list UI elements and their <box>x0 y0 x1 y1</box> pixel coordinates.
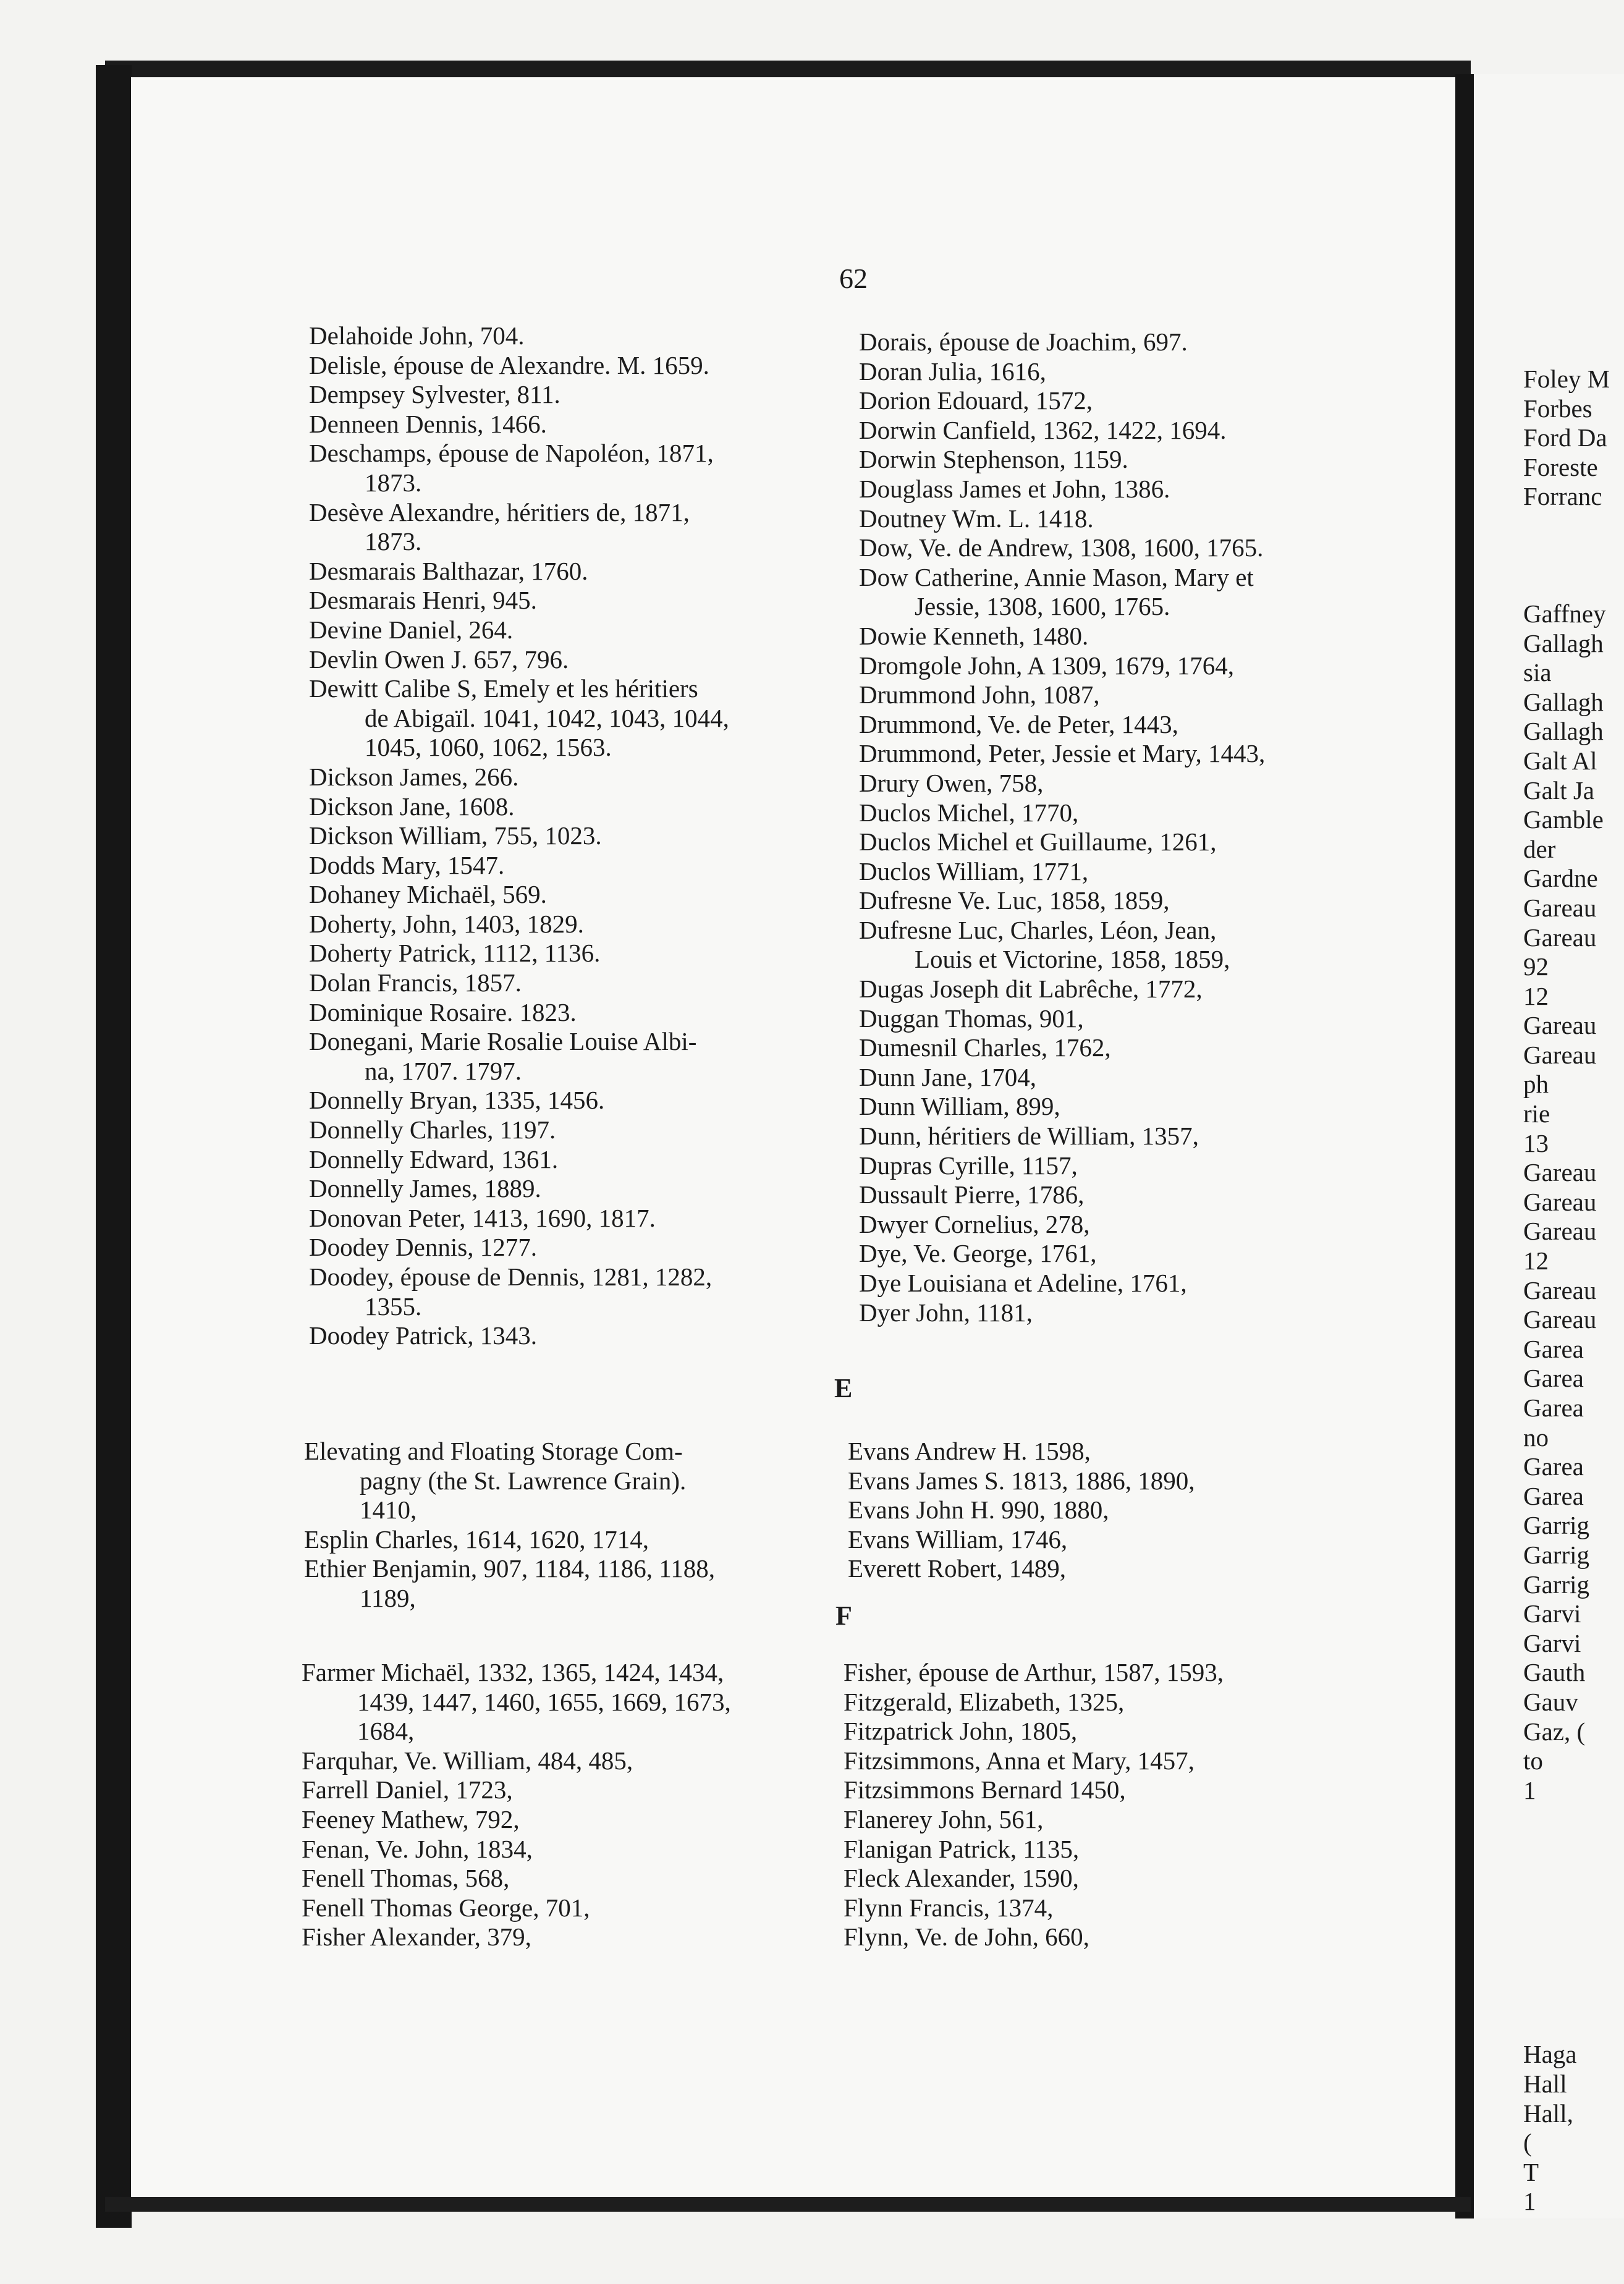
index-entry <box>844 1717 1224 1746</box>
index-entry <box>309 880 729 910</box>
entry-line: Duclos Michel et Guillaume, 1261, <box>859 827 1217 856</box>
entry-line: Esplin Charles, 1614, 1620, 1714, <box>304 1525 649 1554</box>
scan-border-top <box>105 61 1471 79</box>
index-entry <box>302 1746 731 1776</box>
entry-line: Drummond, Peter, Jessie et Mary, 1443, <box>859 739 1266 768</box>
entry-line: Dewitt Calibe S, Emely et les héritiers <box>309 674 698 703</box>
index-entry <box>309 821 729 851</box>
index-entry <box>859 1180 1265 1210</box>
adjacent-page-line: Garea <box>1523 1452 1584 1481</box>
index-entry <box>309 968 729 998</box>
index-entry <box>859 563 1265 622</box>
index-entry <box>859 651 1265 681</box>
index-entry <box>859 1151 1265 1181</box>
index-entry <box>859 475 1265 504</box>
index-entry <box>859 1239 1265 1269</box>
adjacent-page-line: Gareau <box>1523 1187 1597 1216</box>
entry-line: Doherty, John, 1403, 1829. <box>309 909 584 938</box>
index-entry <box>859 1298 1265 1328</box>
entry-line: Evans John H. 990, 1880, <box>848 1495 1109 1525</box>
entry-line: Ethier Benjamin, 907, 1184, 1186, 1188, <box>304 1554 716 1583</box>
adjacent-page-line: Gareau <box>1523 1040 1597 1069</box>
index-entry <box>859 622 1265 651</box>
entry-line: Doherty Patrick, 1112, 1136. <box>309 939 601 968</box>
index-entry <box>309 380 729 410</box>
adjacent-page-line: Haga <box>1523 2040 1577 2069</box>
entry-line: Dickson James, 266. <box>309 762 519 791</box>
entry-line: Dodds Mary, 1547. <box>309 850 505 879</box>
index-entry <box>844 1893 1224 1923</box>
index-entry <box>309 1204 729 1233</box>
entry-line: Doodey, épouse de Dennis, 1281, 1282, <box>309 1263 713 1291</box>
index-entry <box>309 1321 729 1351</box>
section-letter-e: E <box>834 1373 853 1403</box>
index-entry <box>859 916 1265 975</box>
entry-line: Fenell Thomas George, 701, <box>302 1893 590 1922</box>
index-entry <box>309 674 729 763</box>
entry-line: Devine Daniel, 264. <box>309 615 514 644</box>
entry-line: Delisle, épouse de Alexandre. M. 1659. <box>309 350 709 379</box>
adjacent-page-line: T <box>1523 2157 1539 2186</box>
index-entry <box>859 1063 1265 1093</box>
index-entry <box>309 939 729 968</box>
entry-line: Donegani, Marie Rosalie Louise Albi- <box>309 1027 697 1056</box>
entry-continuation-line: Louis et Victorine, 1858, 1859, <box>915 945 1230 974</box>
index-entry <box>859 1210 1265 1240</box>
index-entry <box>859 1033 1265 1063</box>
entry-line: Douglass James et John, 1386. <box>859 474 1170 503</box>
entry-line: Dominique Rosaire. 1823. <box>309 997 577 1026</box>
entry-continuation-line: 1439, 1447, 1460, 1655, 1669, 1673, <box>357 1687 731 1716</box>
entry-line: Dunn, héritiers de William, 1357, <box>859 1122 1199 1151</box>
entry-line: Dufresne Luc, Charles, Léon, Jean, <box>859 915 1217 944</box>
index-entry <box>302 1893 731 1923</box>
entry-line: Dolan Francis, 1857. <box>309 968 522 997</box>
entry-line: Dow Catherine, Annie Mason, Mary et <box>859 562 1254 591</box>
index-entry <box>859 416 1265 446</box>
index-entry <box>859 769 1265 798</box>
entry-line: Dunn Jane, 1704, <box>859 1062 1036 1091</box>
adjacent-page-line: Gareau <box>1523 1305 1597 1334</box>
index-column-e-left <box>304 1437 715 1614</box>
entry-continuation-line: 1045, 1060, 1062, 1563. <box>365 733 612 762</box>
index-entry <box>309 851 729 881</box>
index-entry <box>309 1233 729 1263</box>
index-entry <box>848 1466 1195 1496</box>
adjacent-page-line: 13 <box>1523 1128 1549 1157</box>
adjacent-page-fragment <box>1474 74 1624 2218</box>
adjacent-page-line: Forbes <box>1523 394 1592 423</box>
entry-line: Donovan Peter, 1413, 1690, 1817. <box>309 1203 656 1232</box>
index-entry <box>844 1805 1224 1835</box>
adjacent-page-line: Gareau <box>1523 893 1597 922</box>
entry-continuation-line: pagny (the St. Lawrence Grain). <box>360 1466 687 1495</box>
index-entry <box>859 975 1265 1004</box>
index-entry <box>859 445 1265 475</box>
entry-line: Evans James S. 1813, 1886, 1890, <box>848 1466 1195 1495</box>
entry-continuation-line: 1684, <box>357 1717 415 1746</box>
adjacent-page-line: Garvi <box>1523 1599 1581 1628</box>
index-entry <box>844 1688 1224 1717</box>
entry-line: Everett Robert, 1489, <box>848 1554 1066 1583</box>
index-entry <box>844 1746 1224 1776</box>
page-number: 62 <box>839 263 868 294</box>
entry-line: Dufresne Ve. Luc, 1858, 1859, <box>859 886 1170 915</box>
index-entry <box>848 1554 1195 1584</box>
index-entry <box>309 1115 729 1145</box>
entry-line: Fitzsimmons, Anna et Mary, 1457, <box>844 1746 1195 1775</box>
entry-line: Dorion Edouard, 1572, <box>859 386 1093 415</box>
entry-line: Dorwin Canfield, 1362, 1422, 1694. <box>859 415 1227 444</box>
index-entry <box>859 533 1265 563</box>
entry-line: Duclos Michel, 1770, <box>859 798 1079 827</box>
index-entry <box>309 439 729 497</box>
index-entry <box>302 1864 731 1893</box>
index-entry <box>859 504 1265 534</box>
adjacent-page-line: Garea <box>1523 1334 1584 1363</box>
entry-line: Donnelly Charles, 1197. <box>309 1115 556 1144</box>
adjacent-page-line: Garrig <box>1523 1540 1590 1569</box>
index-entry <box>859 1004 1265 1034</box>
index-column-f-right <box>844 1658 1224 1952</box>
entry-line: Doodey Patrick, 1343. <box>309 1321 537 1350</box>
index-entry <box>304 1525 715 1555</box>
scan-binding-left <box>96 65 132 2228</box>
entry-line: Farquhar, Ve. William, 484, 485, <box>302 1746 633 1775</box>
index-entry <box>309 321 729 351</box>
entry-line: Desmarais Balthazar, 1760. <box>309 556 588 585</box>
entry-line: Dempsey Sylvester, 811. <box>309 380 560 409</box>
entry-line: Elevating and Floating Storage Com- <box>304 1437 683 1465</box>
adjacent-page-line: Gareau <box>1523 1011 1597 1040</box>
entry-continuation-line: Jessie, 1308, 1600, 1765. <box>915 592 1170 621</box>
index-entry <box>304 1554 715 1613</box>
adjacent-page-line: der <box>1523 834 1556 863</box>
index-entry <box>302 1805 731 1835</box>
adjacent-page-line: to <box>1523 1746 1543 1775</box>
adjacent-page-line: ( <box>1523 2128 1532 2157</box>
adjacent-page-line: Galt Ja <box>1523 776 1594 805</box>
adjacent-page-line: 12 <box>1523 1246 1549 1275</box>
index-entry <box>859 328 1265 357</box>
adjacent-page-line: Garrig <box>1523 1511 1590 1540</box>
index-entry <box>309 1174 729 1204</box>
scan-border-bottom <box>105 2197 1471 2212</box>
entry-line: Drury Owen, 758, <box>859 768 1044 797</box>
index-entry <box>309 1086 729 1115</box>
adjacent-page-line: Garea <box>1523 1394 1584 1422</box>
entry-line: Desmarais Henri, 945. <box>309 586 537 615</box>
adjacent-page-line: Foreste <box>1523 452 1598 481</box>
index-entry <box>859 1092 1265 1122</box>
index-entry <box>844 1864 1224 1893</box>
index-entry <box>859 1269 1265 1298</box>
adjacent-page-line: Galt Al <box>1523 746 1597 775</box>
index-entry <box>309 763 729 792</box>
adjacent-page-line: Gallagh <box>1523 717 1604 746</box>
entry-line: Fitzpatrick John, 1805, <box>844 1717 1078 1746</box>
entry-line: Dye, Ve. George, 1761, <box>859 1239 1097 1268</box>
entry-line: Drummond, Ve. de Peter, 1443, <box>859 709 1178 738</box>
entry-line: Donnelly James, 1889. <box>309 1174 541 1203</box>
adjacent-page-line: Foley M <box>1523 365 1610 393</box>
index-entry <box>309 586 729 615</box>
entry-line: Doodey Dennis, 1277. <box>309 1233 537 1262</box>
index-entry <box>309 1263 729 1321</box>
adjacent-page-line: Hall, <box>1523 2099 1573 2128</box>
entry-line: Fisher Alexander, 379, <box>302 1922 531 1952</box>
entry-line: Flanigan Patrick, 1135, <box>844 1834 1080 1863</box>
entry-line: Doran Julia, 1616, <box>859 357 1046 386</box>
adjacent-page-line: Hall <box>1523 2069 1567 2098</box>
adjacent-page-line: Gareau <box>1523 1217 1597 1246</box>
index-entry <box>859 1122 1265 1151</box>
adjacent-page-line: Forranc <box>1523 482 1602 511</box>
entry-line: Dow, Ve. de Andrew, 1308, 1600, 1765. <box>859 533 1264 562</box>
adjacent-page-line: 92 <box>1523 952 1549 981</box>
adjacent-page-line: Gallagh <box>1523 628 1604 658</box>
index-entry <box>302 1835 731 1864</box>
index-entry <box>859 739 1265 769</box>
entry-line: Evans William, 1746, <box>848 1525 1068 1554</box>
entry-line: Dickson Jane, 1608. <box>309 792 515 821</box>
adjacent-page-line: Garvi <box>1523 1628 1581 1657</box>
entry-line: Drummond John, 1087, <box>859 680 1100 709</box>
index-entry <box>304 1437 715 1525</box>
entry-line: Doutney Wm. L. 1418. <box>859 504 1094 533</box>
adjacent-page-line: Garea <box>1523 1364 1584 1393</box>
adjacent-page-line: rie <box>1523 1099 1550 1128</box>
entry-line: Dohaney Michaël, 569. <box>309 880 547 909</box>
entry-continuation-line: 1873. <box>365 468 422 497</box>
adjacent-page-line: Gallagh <box>1523 687 1604 716</box>
entry-line: Flanerey John, 561, <box>844 1804 1044 1834</box>
index-entry <box>309 792 729 822</box>
index-entry <box>844 1835 1224 1864</box>
index-entry <box>302 1775 731 1805</box>
entry-line: Dugas Joseph dit Labrêche, 1772, <box>859 975 1203 1004</box>
entry-line: Fenell Thomas, 568, <box>302 1864 510 1893</box>
entry-line: Duclos William, 1771, <box>859 856 1089 886</box>
section-letter-f: F <box>835 1601 852 1631</box>
index-entry <box>859 357 1265 387</box>
adjacent-page-line: Gauv <box>1523 1687 1578 1716</box>
index-entry <box>848 1437 1195 1466</box>
entry-line: Dumesnil Charles, 1762, <box>859 1033 1111 1062</box>
index-entry <box>844 1658 1224 1688</box>
adjacent-page-line: no <box>1523 1423 1549 1452</box>
adjacent-page-line: Gaffney <box>1523 599 1606 628</box>
index-entry <box>309 615 729 645</box>
entry-line: Dwyer Cornelius, 278, <box>859 1209 1090 1238</box>
index-entry <box>859 827 1265 857</box>
adjacent-page-line: Gareau <box>1523 923 1597 952</box>
adjacent-page-line: Gareau <box>1523 1275 1597 1305</box>
index-entry <box>859 886 1265 916</box>
index-entry <box>309 498 729 557</box>
entry-line: Denneen Dennis, 1466. <box>309 409 547 438</box>
entry-line: Deschamps, épouse de Napoléon, 1871, <box>309 439 714 468</box>
entry-line: Dorwin Stephenson, 1159. <box>859 445 1128 474</box>
entry-line: Dickson William, 755, 1023. <box>309 821 602 850</box>
entry-line: Donnelly Bryan, 1335, 1456. <box>309 1086 605 1115</box>
entry-line: Donnelly Edward, 1361. <box>309 1144 559 1174</box>
entry-line: Fitzsimmons Bernard 1450, <box>844 1775 1126 1804</box>
adjacent-page-line: 1 <box>1523 1775 1536 1804</box>
entry-continuation-line: 1410, <box>360 1495 417 1525</box>
adjacent-page-line: Ford Da <box>1523 423 1607 452</box>
index-entry <box>309 1027 729 1086</box>
index-entry <box>309 645 729 675</box>
entry-line: Dowie Kenneth, 1480. <box>859 621 1089 650</box>
index-entry <box>309 351 729 381</box>
index-entry <box>848 1525 1195 1555</box>
adjacent-page-line: 1 <box>1523 2187 1536 2216</box>
index-entry <box>844 1922 1224 1952</box>
entry-line: Duggan Thomas, 901, <box>859 1004 1084 1033</box>
adjacent-page-line: Garrig <box>1523 1570 1590 1599</box>
adjacent-page-line: ph <box>1523 1070 1549 1099</box>
entry-line: Fisher, épouse de Arthur, 1587, 1593, <box>844 1658 1224 1686</box>
adjacent-page-line: Gamble <box>1523 805 1604 834</box>
index-column-d-left <box>309 321 729 1351</box>
adjacent-page-line: Gareau <box>1523 1158 1597 1187</box>
adjacent-page-line: Garea <box>1523 1481 1584 1510</box>
entry-line: Fleck Alexander, 1590, <box>844 1864 1079 1893</box>
page-gutter <box>1455 74 1474 2218</box>
entry-line: Dye Louisiana et Adeline, 1761, <box>859 1269 1187 1297</box>
index-entry <box>302 1922 731 1952</box>
entry-line: Dussault Pierre, 1786, <box>859 1180 1085 1209</box>
entry-line: Flynn, Ve. de John, 660, <box>844 1922 1089 1952</box>
entry-line: Devlin Owen J. 657, 796. <box>309 645 569 674</box>
entry-line: Farrell Daniel, 1723, <box>302 1775 513 1804</box>
index-entry <box>844 1775 1224 1805</box>
index-entry <box>309 410 729 439</box>
index-entry <box>859 710 1265 740</box>
entry-continuation-line: 1189, <box>360 1583 416 1612</box>
index-entry <box>309 557 729 586</box>
index-entry <box>859 680 1265 710</box>
entry-line: Dupras Cyrille, 1157, <box>859 1151 1078 1180</box>
index-column-d-right <box>859 328 1265 1327</box>
index-column-f-left <box>302 1658 731 1952</box>
index-entry <box>848 1495 1195 1525</box>
index-entry <box>309 910 729 939</box>
entry-line: Feeney Mathew, 792, <box>302 1804 520 1834</box>
entry-line: Delahoide John, 704. <box>309 321 525 350</box>
index-entry <box>859 857 1265 887</box>
entry-line: Fenan, Ve. John, 1834, <box>302 1834 533 1863</box>
index-column-e-right <box>848 1437 1195 1584</box>
index-entry <box>859 798 1265 828</box>
entry-line: Fitzgerald, Elizabeth, 1325, <box>844 1687 1125 1716</box>
entry-line: Farmer Michaël, 1332, 1365, 1424, 1434, <box>302 1658 724 1686</box>
index-entry <box>309 998 729 1028</box>
entry-continuation-line: 1873. <box>365 527 422 556</box>
entry-continuation-line: 1355. <box>365 1292 422 1321</box>
adjacent-page-line: Gardne <box>1523 864 1598 893</box>
entry-line: Dromgole John, A 1309, 1679, 1764, <box>859 651 1235 680</box>
entry-line: Dorais, épouse de Joachim, 697. <box>859 328 1188 356</box>
index-entry <box>302 1658 731 1746</box>
entry-continuation-line: de Abigaïl. 1041, 1042, 1043, 1044, <box>365 703 729 732</box>
adjacent-page-line: Gaz, ( <box>1523 1717 1586 1746</box>
entry-continuation-line: na, 1707. 1797. <box>365 1056 522 1085</box>
adjacent-page-line: Gauth <box>1523 1658 1586 1687</box>
entry-line: Flynn Francis, 1374, <box>844 1893 1054 1922</box>
index-entry <box>859 386 1265 416</box>
entry-line: Dunn William, 899, <box>859 1092 1060 1121</box>
adjacent-page-line: sia <box>1523 658 1552 687</box>
entry-line: Evans Andrew H. 1598, <box>848 1437 1091 1465</box>
index-entry <box>309 1145 729 1175</box>
entry-line: Dyer John, 1181, <box>859 1298 1033 1327</box>
adjacent-page-line: 12 <box>1523 981 1549 1010</box>
entry-line: Desève Alexandre, héritiers de, 1871, <box>309 497 690 527</box>
